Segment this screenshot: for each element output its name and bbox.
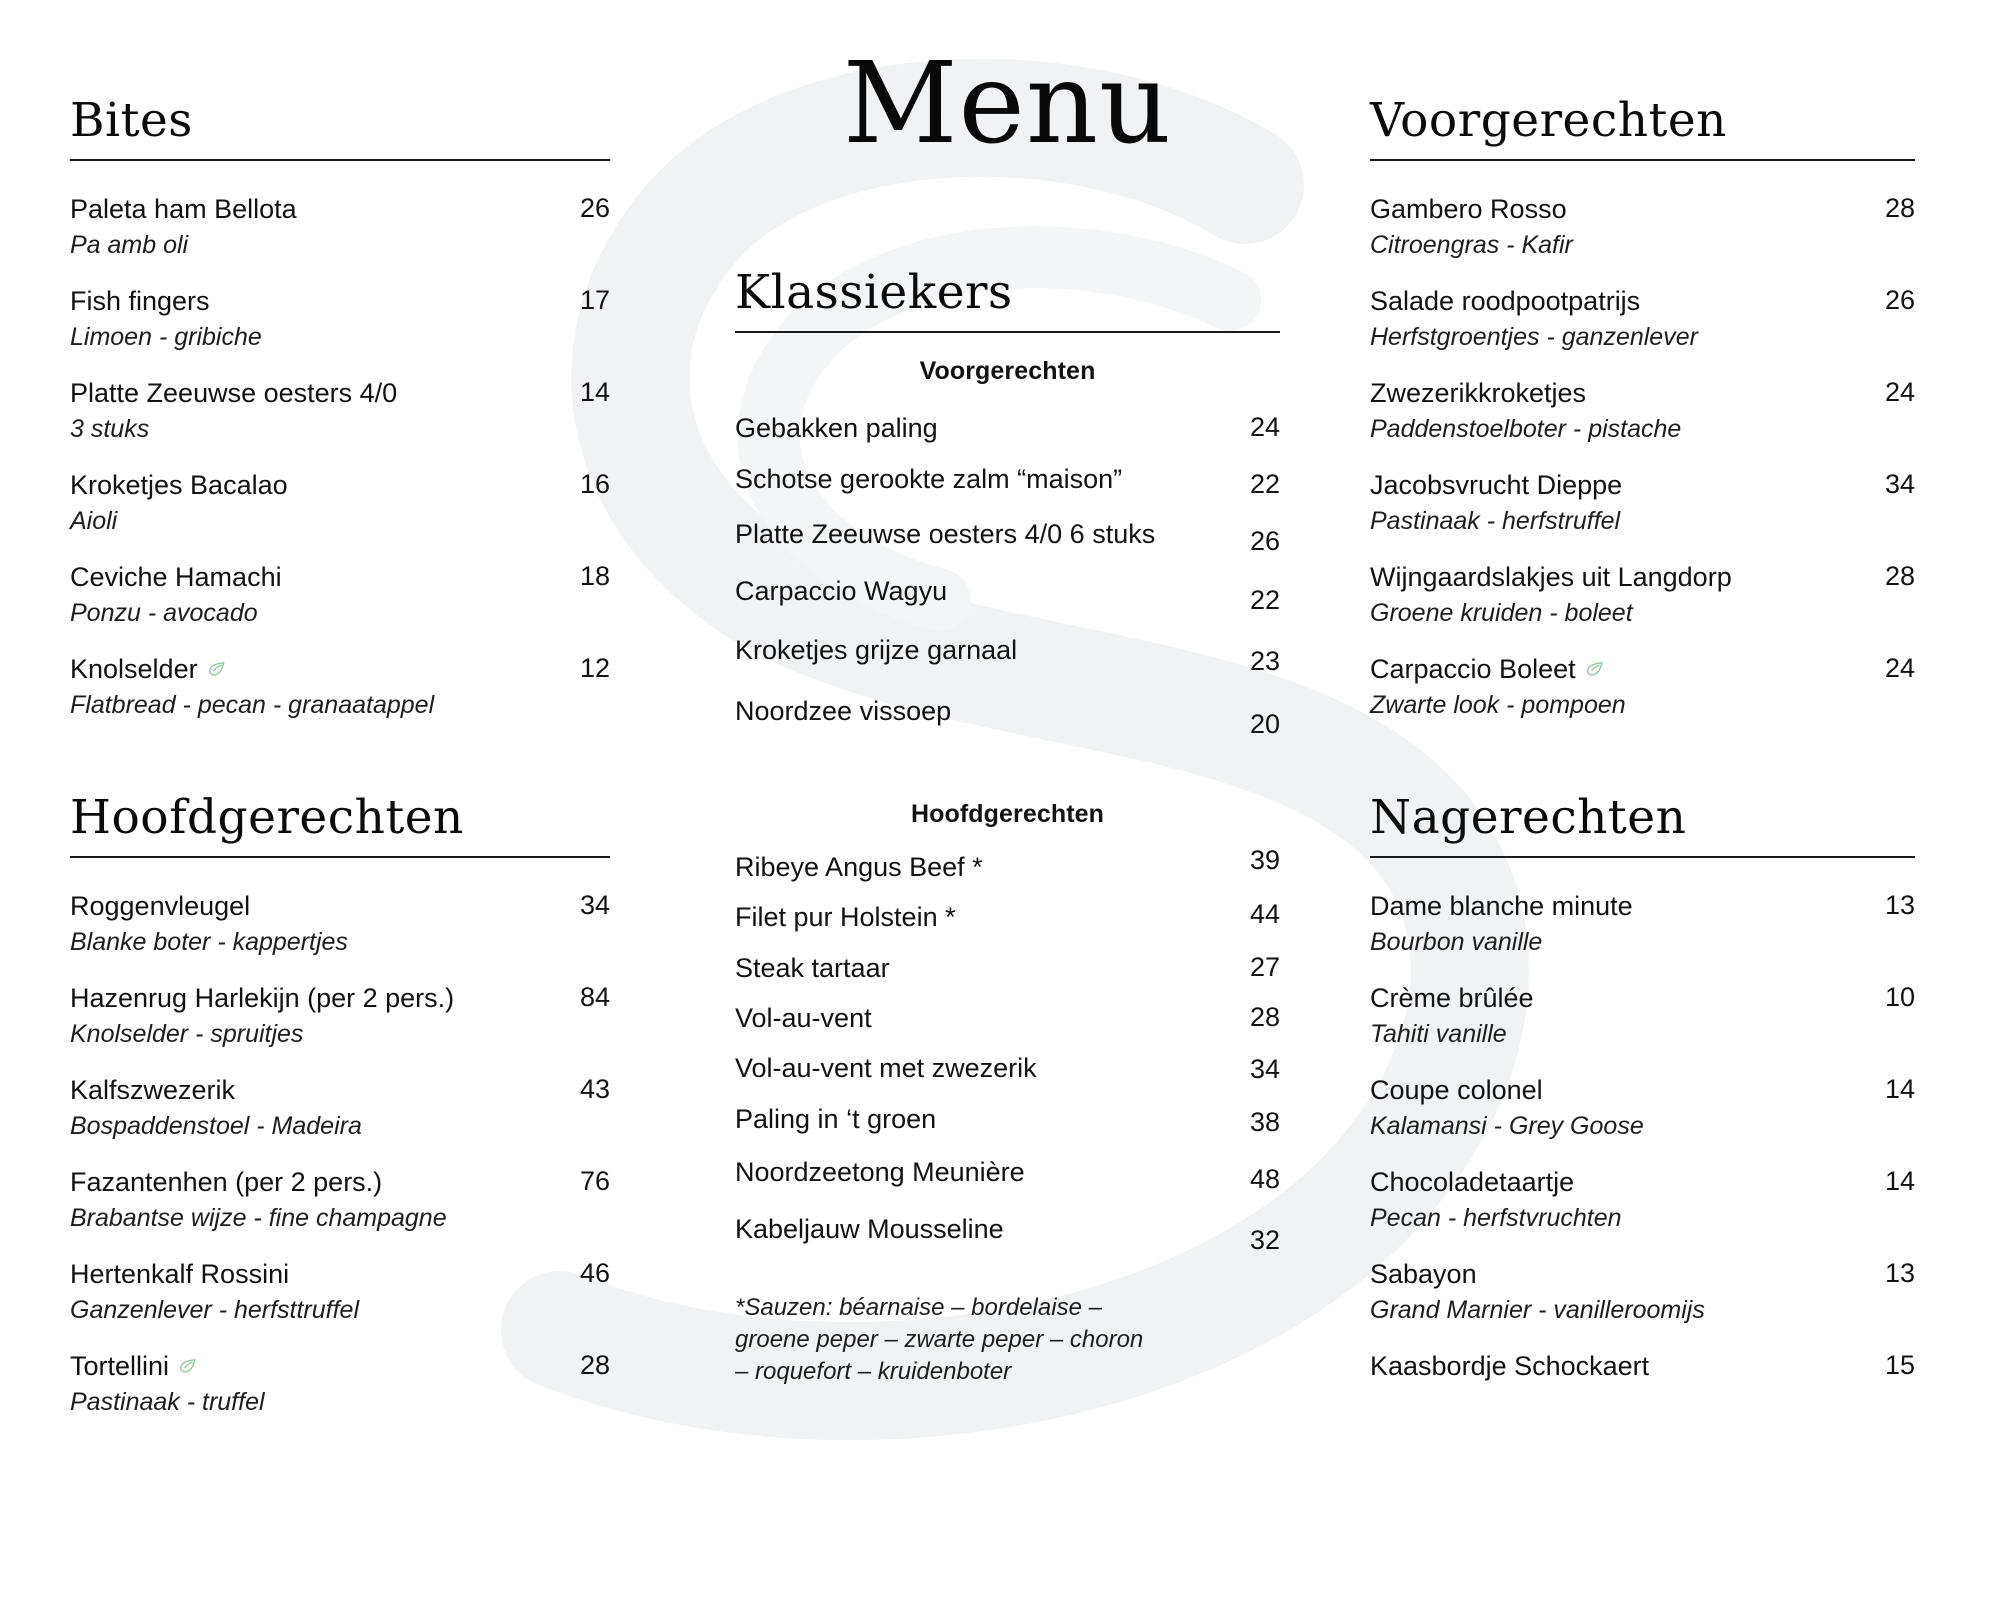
item-name: Fish fingers	[70, 286, 210, 317]
item-price: 34	[1884, 469, 1915, 500]
menu-item[interactable]	[1370, 1074, 1915, 1142]
item-price: 10	[1884, 982, 1915, 1013]
section-spacer	[1370, 745, 1915, 793]
footnote-line: groene peper – zwarte peper – choron	[735, 1326, 1144, 1354]
menu-item[interactable]	[735, 463, 1280, 500]
item-description: Zwarte look - pompoen	[1370, 690, 1626, 719]
item-description: Pa amb oli	[70, 231, 189, 260]
menu-item[interactable]	[70, 982, 610, 1050]
item-price: 34	[579, 890, 610, 921]
item-description: Blanke boter - kappertjes	[70, 928, 348, 957]
item-description: Bourbon vanille	[1370, 928, 1543, 957]
item-price: 14	[1884, 1166, 1915, 1197]
menu-item[interactable]	[735, 575, 1280, 616]
subheading-voorgerechten: Voorgerechten	[919, 357, 1096, 386]
menu-item[interactable]	[1370, 561, 1915, 629]
item-description: Paddenstoelboter - pistache	[1370, 415, 1682, 444]
menu-item[interactable]	[735, 634, 1280, 677]
menu-item[interactable]	[70, 1166, 610, 1234]
item-price: 14	[1884, 1074, 1915, 1105]
item-name: Carpaccio Boleet	[1370, 653, 1853, 686]
item-name: Vol-au-vent met zwezerik	[735, 1053, 1037, 1084]
section-heading-klassiekers: Klassiekers	[735, 265, 1013, 320]
item-description: Knolselder - spruitjes	[70, 1020, 304, 1049]
item-price: 38	[1249, 1107, 1280, 1138]
menu-item[interactable]	[70, 1258, 610, 1326]
menu-item[interactable]	[1370, 1258, 1915, 1326]
menu-item[interactable]	[1370, 982, 1915, 1050]
menu-item[interactable]	[70, 285, 610, 353]
menu-item[interactable]	[735, 1156, 1280, 1195]
item-name: Hertenkalf Rossini	[70, 1259, 290, 1290]
item-description: Ganzenlever - herfsttruffel	[70, 1296, 360, 1324]
section-heading-nagerechten: Nagerechten	[1370, 789, 1687, 845]
section-heading-bites: Bites	[70, 93, 193, 148]
item-price: 43	[579, 1074, 610, 1105]
heading-divider	[1370, 159, 1915, 161]
menu-item[interactable]	[1370, 1166, 1915, 1234]
item-price: 39	[1249, 844, 1280, 875]
item-name: Chocoladetaartje	[1370, 1167, 1575, 1198]
item-description: Pastinaak - truffel	[70, 1387, 265, 1416]
sauces-footnote	[735, 1292, 1280, 1388]
item-name: Crème brûlée	[1370, 983, 1534, 1014]
item-price: 12	[579, 653, 610, 684]
item-name: Gebakken paling	[735, 413, 938, 444]
menu-item[interactable]	[735, 844, 1280, 883]
item-description: 3 stuks	[70, 415, 150, 444]
section-hoofdgerechten-left	[70, 789, 610, 1418]
leaf-icon	[205, 656, 227, 678]
menu-item[interactable]	[735, 695, 1280, 740]
item-description: Limoen - gribiche	[70, 323, 262, 352]
item-name: Tortellini	[70, 1350, 548, 1383]
menu-item[interactable]	[1370, 890, 1915, 958]
item-description: Herfstgroentjes - ganzenlever	[1370, 323, 1698, 352]
item-description: Groene kruiden - boleet	[1370, 599, 1633, 628]
leaf-icon	[1583, 656, 1605, 678]
item-price: 20	[1249, 708, 1280, 739]
menu-item[interactable]	[1370, 469, 1915, 537]
menu-item[interactable]	[70, 890, 610, 958]
item-price: 28	[1884, 193, 1915, 224]
menu-item[interactable]	[735, 518, 1280, 557]
menu-item[interactable]	[735, 1052, 1280, 1085]
menu-item[interactable]	[70, 469, 610, 537]
section-bites	[70, 93, 610, 721]
menu-item[interactable]	[735, 1103, 1280, 1138]
subheading-hoofdgerechten: Hoofdgerechten	[910, 799, 1105, 828]
item-name: Zwezerikkroketjes	[1370, 378, 1587, 409]
item-price: 24	[1884, 653, 1915, 684]
menu-item[interactable]	[735, 1213, 1280, 1256]
menu-item[interactable]	[1370, 377, 1915, 445]
heading-divider	[735, 331, 1280, 333]
item-name: Steak tartaar	[735, 952, 890, 983]
item-price: 84	[579, 982, 610, 1013]
item-name: Dame blanche minute	[1370, 891, 1633, 922]
item-description: Pastinaak - herfstruffel	[1370, 507, 1621, 536]
heading-divider	[1370, 856, 1915, 858]
item-name: Noordzeetong Meunière	[735, 1157, 1025, 1188]
item-price: 26	[1884, 285, 1915, 316]
item-price: 76	[579, 1166, 610, 1197]
item-price: 28	[579, 1350, 610, 1380]
menu-item[interactable]	[735, 1002, 1280, 1034]
section-heading-hoofdgerechten: Hoofdgerechten	[70, 789, 464, 845]
left-column	[70, 93, 610, 1442]
item-name: Jacobsvrucht Dieppe	[1370, 470, 1623, 501]
menu-item[interactable]	[735, 901, 1280, 933]
right-column	[1370, 93, 1915, 1407]
menu-item[interactable]	[735, 952, 1280, 984]
item-price: 24	[1249, 412, 1280, 443]
menu-item[interactable]	[1370, 285, 1915, 353]
item-description: Aioli	[70, 507, 118, 536]
item-price: 14	[579, 377, 610, 408]
item-price: 23	[1249, 645, 1280, 676]
item-description: Citroengras - Kafir	[1370, 231, 1573, 260]
item-name: Knolselder	[70, 653, 548, 686]
item-name: Ceviche Hamachi	[70, 562, 282, 593]
item-price: 34	[1249, 1054, 1280, 1085]
item-price: 13	[1884, 1258, 1915, 1289]
item-name: Schotse gerookte zalm “maison”	[735, 463, 1123, 494]
menu-item[interactable]	[70, 1074, 610, 1142]
group-spacer	[735, 758, 1280, 800]
item-description: Grand Marnier - vanilleroomijs	[1370, 1296, 1705, 1324]
item-price: 44	[1249, 899, 1280, 930]
menu-item[interactable]	[735, 412, 1280, 444]
item-name: Vol-au-vent	[735, 1002, 872, 1033]
item-name: Carpaccio Wagyu	[735, 575, 948, 606]
item-description: Bospaddenstoel - Madeira	[70, 1112, 362, 1141]
menu-item[interactable]	[70, 1350, 610, 1418]
item-name: Salade roodpootpatrijs	[1370, 286, 1641, 317]
section-nagerechten	[1370, 789, 1915, 1383]
menu-item[interactable]	[70, 193, 610, 261]
item-name: Paling in ‘t groen	[735, 1104, 937, 1135]
item-price: 24	[1884, 377, 1915, 408]
menu-item[interactable]	[70, 561, 610, 629]
item-name: Wijngaardslakjes uit Langdorp	[1370, 562, 1732, 593]
item-name: Roggenvleugel	[70, 891, 251, 922]
menu-item[interactable]	[1370, 653, 1915, 721]
item-price: 22	[1249, 584, 1280, 615]
section-voorgerechten-right	[1370, 93, 1915, 721]
item-description: Flatbread - pecan - granaatappel	[70, 690, 435, 719]
heading-divider	[70, 856, 610, 858]
center-column	[735, 39, 1280, 1388]
item-price: 22	[1249, 468, 1280, 499]
item-name: Paleta ham Bellota	[70, 194, 297, 225]
item-price: 26	[579, 193, 610, 224]
item-description: Ponzu - avocado	[70, 599, 258, 628]
item-price: 13	[1884, 890, 1915, 921]
menu-item[interactable]	[70, 653, 610, 721]
item-name: Coupe colonel	[1370, 1075, 1543, 1106]
item-name: Noordzee vissoep	[735, 695, 952, 726]
item-description: Tahiti vanille	[1370, 1020, 1507, 1049]
item-name: Platte Zeeuwse oesters 4/0 6 stuks	[735, 518, 1156, 549]
item-name: Kabeljauw Mousseline	[735, 1214, 1004, 1245]
footnote-line: *Sauzen: béarnaise – bordelaise –	[735, 1294, 1102, 1322]
item-price: 16	[579, 469, 610, 500]
heading-divider	[70, 159, 610, 161]
item-name: Filet pur Holstein *	[735, 902, 956, 933]
item-price: 15	[1884, 1350, 1915, 1380]
item-description: Pecan - herfstvruchten	[1370, 1204, 1622, 1233]
item-price: 17	[579, 285, 610, 316]
item-name: Hazenrug Harlekijn (per 2 pers.)	[70, 983, 455, 1014]
item-price: 46	[579, 1258, 610, 1289]
item-name: Sabayon	[1370, 1259, 1477, 1290]
item-name: Platte Zeeuwse oesters 4/0	[70, 378, 398, 409]
section-heading-voorgerechten: Voorgerechten	[1370, 93, 1727, 148]
item-price: 48	[1249, 1164, 1280, 1195]
menu-item[interactable]	[1370, 193, 1915, 261]
item-name: Kaasbordje Schockaert	[1370, 1351, 1650, 1381]
item-name: Gambero Rosso	[1370, 194, 1567, 225]
item-price: 26	[1249, 525, 1280, 556]
section-spacer	[70, 745, 610, 793]
item-price: 27	[1249, 951, 1280, 982]
item-description: Kalamansi - Grey Goose	[1370, 1112, 1644, 1141]
menu-item[interactable]	[1370, 1350, 1915, 1383]
item-name: Kroketjes grijze garnaal	[735, 634, 1018, 665]
footnote-line: – roquefort – kruidenboter	[735, 1358, 1012, 1386]
item-name: Ribeye Angus Beef *	[735, 851, 983, 882]
item-price: 28	[1249, 1001, 1280, 1032]
item-name: Kroketjes Bacalao	[70, 470, 288, 501]
menu-item[interactable]	[70, 377, 610, 445]
item-price: 32	[1249, 1225, 1280, 1256]
item-name: Kalfszwezerik	[70, 1075, 236, 1106]
item-price: 18	[579, 561, 610, 592]
item-price: 28	[1884, 561, 1915, 592]
item-name: Fazantenhen (per 2 pers.)	[70, 1167, 383, 1198]
title-spacer	[735, 160, 1280, 268]
leaf-icon	[176, 1353, 198, 1375]
item-description: Brabantse wijze - fine champagne	[70, 1204, 447, 1233]
page-title: Menu	[842, 39, 1173, 169]
